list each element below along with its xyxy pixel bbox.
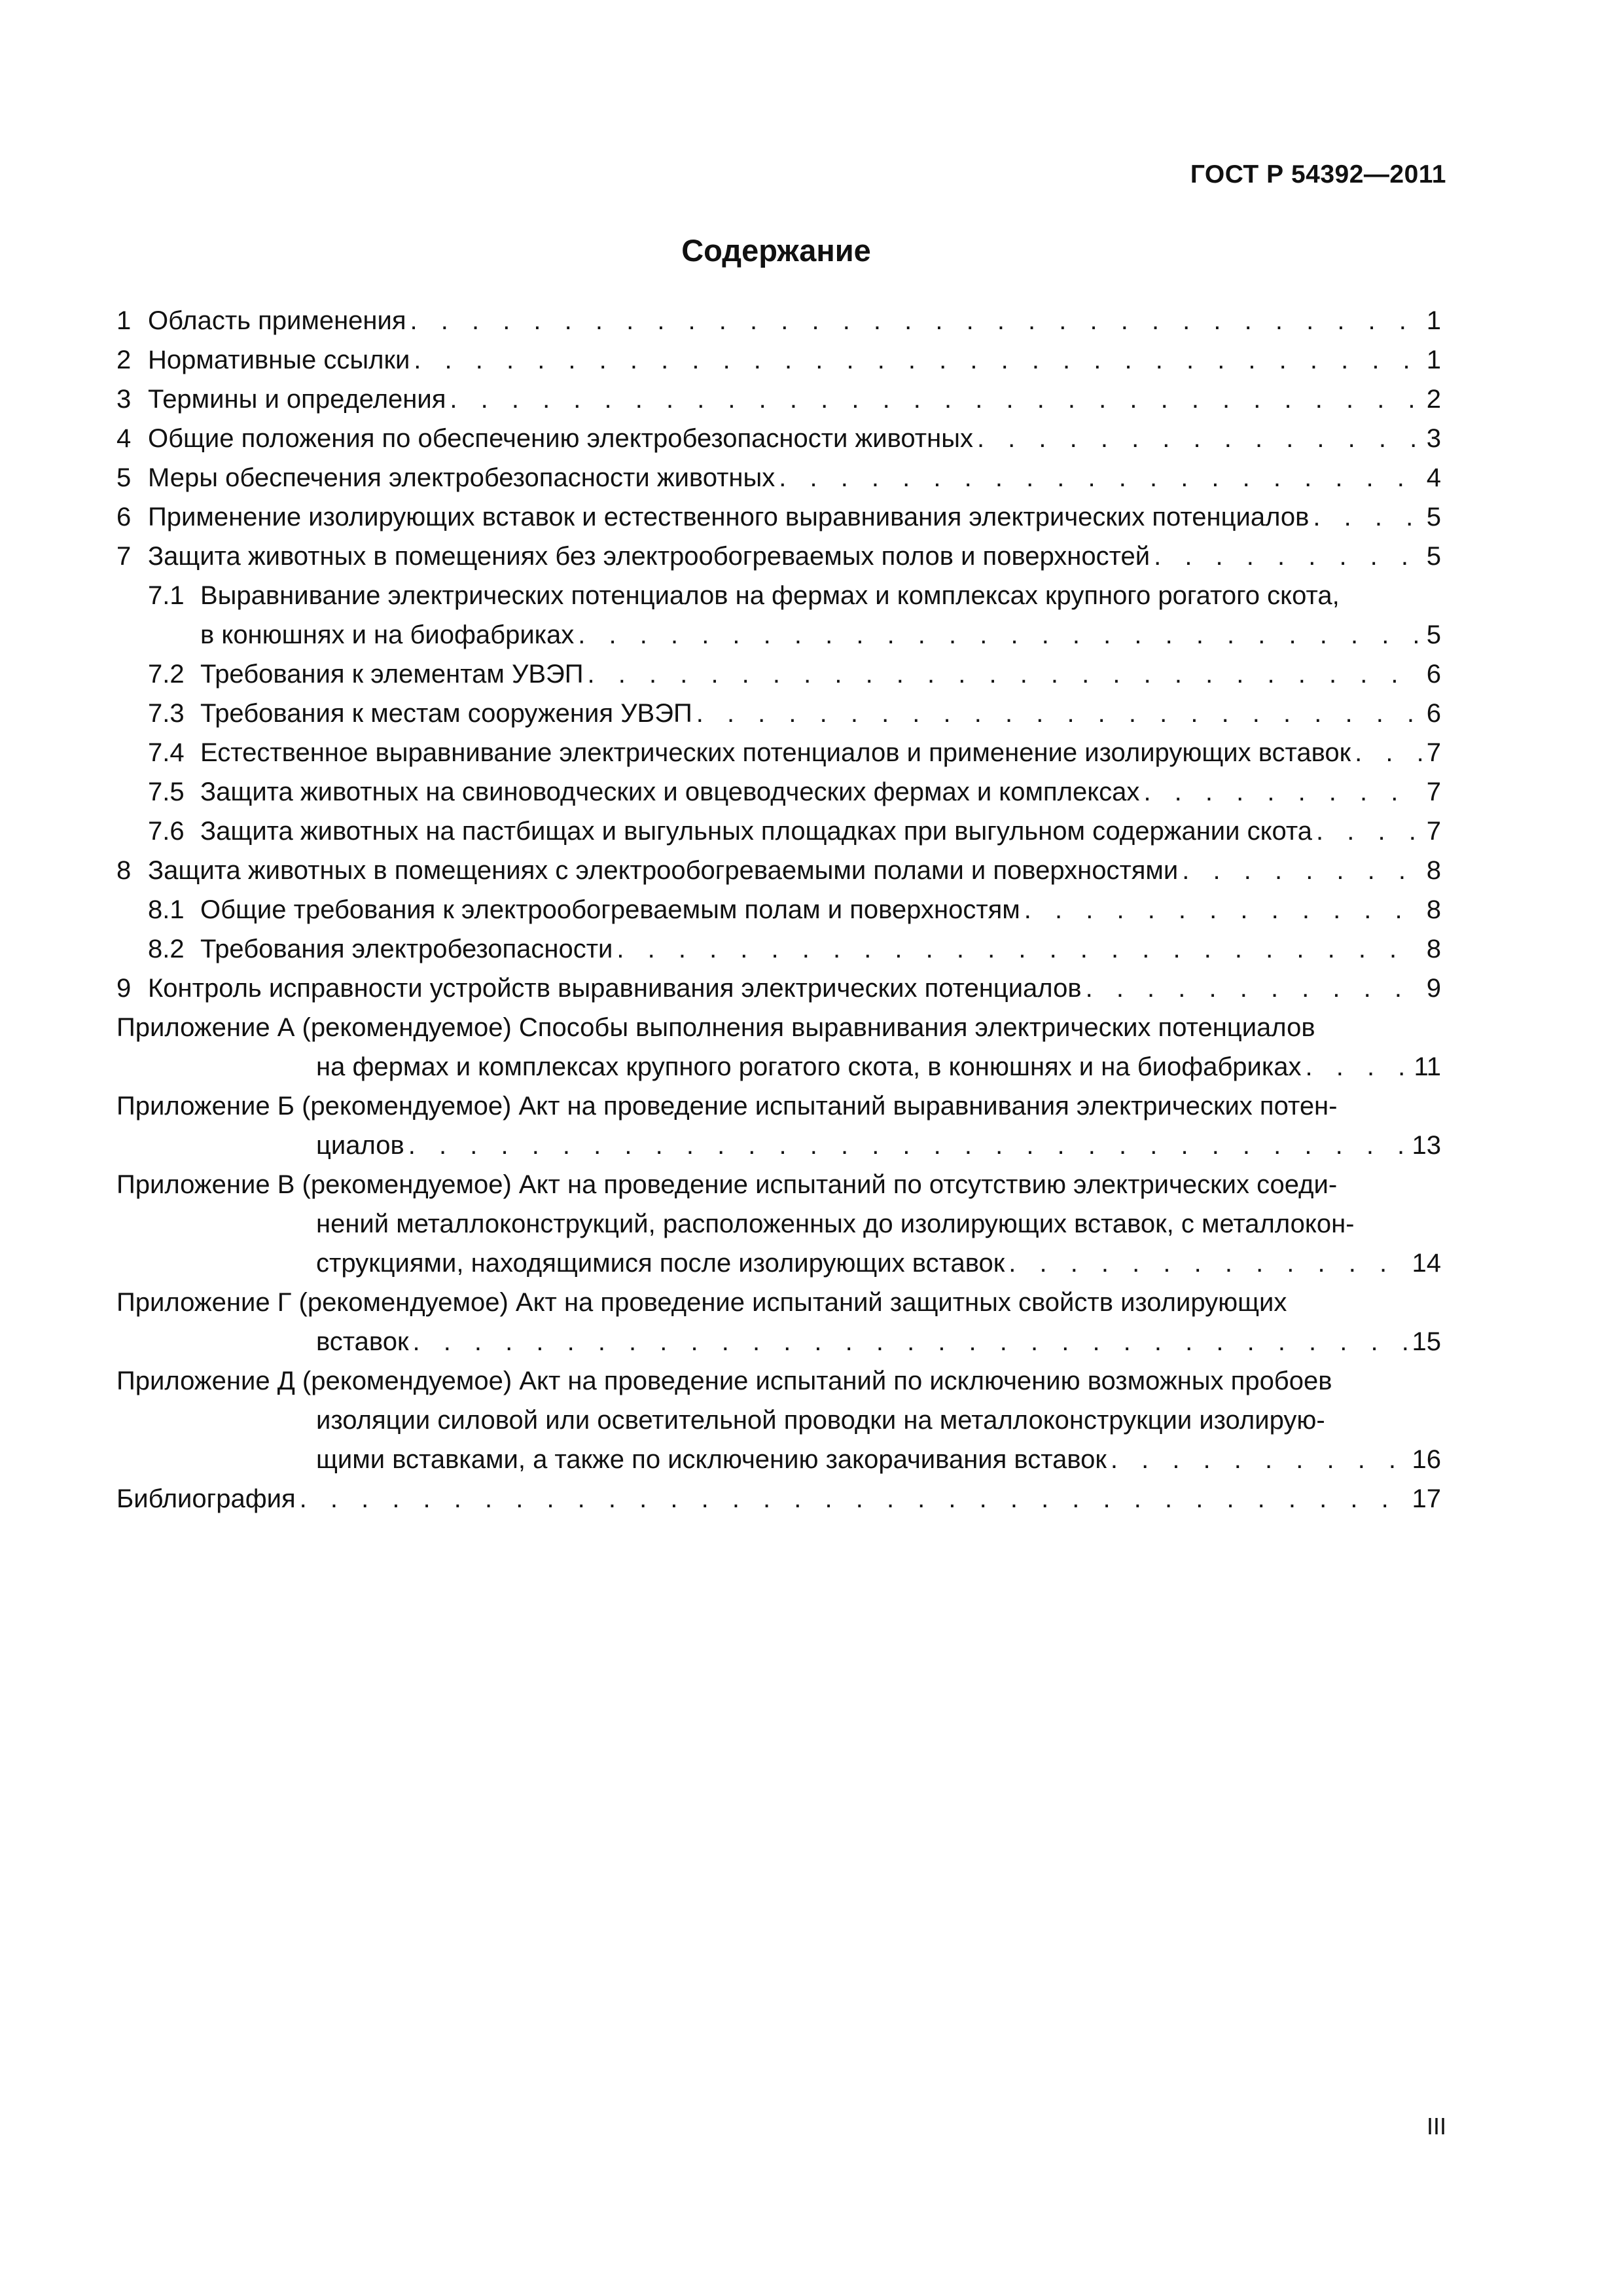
toc-entry-label: Требования к элементам УВЭП	[200, 660, 584, 689]
toc-entry[interactable]	[116, 1479, 1441, 1518]
toc-entry[interactable]	[116, 340, 1441, 380]
toc-entry-label: Меры обеспечения электробезопасности животных	[148, 463, 776, 492]
toc-entry-number: 8.2	[148, 935, 185, 963]
toc-entry-label: Требования электробезопасности	[200, 935, 613, 963]
toc-entry-page: 16	[1412, 1445, 1441, 1474]
toc-entry-continuation	[116, 1322, 1441, 1361]
toc-entry-label: Контроль исправности устройств выравнивания электрических потенциалов	[148, 974, 1082, 1003]
toc-title: Содержание	[681, 233, 871, 268]
toc-entry-label: Область применения	[148, 306, 406, 335]
toc-entry[interactable]	[116, 890, 1441, 929]
toc-entry-label: Естественное выравнивание электрических потенциалов и применение изолирующих вставок	[200, 738, 1351, 767]
toc-entry-page: 7	[1426, 738, 1441, 767]
toc-entry-continuation	[116, 1126, 1441, 1165]
toc-entry[interactable]	[116, 458, 1441, 497]
toc-entry-label: Защита животных на пастбищах и выгульных площадках при выгульном содержании скота	[200, 817, 1313, 846]
leader-dots	[408, 1126, 1408, 1165]
toc-entry-page: 5	[1426, 542, 1441, 571]
toc-entry[interactable]	[116, 301, 1441, 340]
toc-entry-label: Приложение Б (рекомендуемое) Акт на проведение испытаний выравнивания электрических потен-	[116, 1092, 1338, 1121]
page-number: III	[1426, 2113, 1446, 2140]
leader-dots	[410, 301, 1421, 340]
leader-dots	[1355, 733, 1421, 772]
toc-appendix-entry[interactable]	[116, 1008, 1441, 1086]
leader-dots	[1306, 1047, 1410, 1086]
toc-entry-label: Библиография	[116, 1484, 296, 1513]
toc-entry-page: 6	[1426, 660, 1441, 689]
toc-entry[interactable]	[116, 929, 1441, 969]
toc-entry-label: Применение изолирующих вставок и естественного выравнивания электрических потенциалов	[148, 503, 1310, 531]
toc-entry-label-continued: на фермах и комплексах крупного рогатого скота, в конюшнях и на биофабриках	[316, 1052, 1302, 1081]
toc-entry-page: 5	[1426, 620, 1441, 649]
toc-entry-page: 14	[1412, 1249, 1441, 1278]
toc-entry[interactable]	[116, 419, 1441, 458]
toc-entry-page: 8	[1426, 856, 1441, 885]
leader-dots	[977, 419, 1421, 458]
toc-entry-label: Защита животных в помещениях без электрообогреваемых полов и поверхностей	[148, 542, 1150, 571]
toc-appendix-entry[interactable]	[116, 1283, 1441, 1361]
leader-dots	[696, 694, 1421, 733]
toc-entry-page: 15	[1412, 1327, 1441, 1356]
toc-entry-label: Приложение Д (рекомендуемое) Акт на проведение испытаний по исключению возможных пробоев	[116, 1367, 1332, 1395]
toc-entry-page: 17	[1412, 1484, 1441, 1513]
toc-entry-number: 2	[116, 346, 132, 374]
toc-entry-label-continued: струкциями, находящимися после изолирующих вставок	[316, 1249, 1005, 1278]
toc-entry-label: Нормативные ссылки	[148, 346, 410, 374]
toc-entry-continuation	[116, 1204, 1441, 1244]
leader-dots	[1024, 890, 1421, 929]
toc-entry-first-line	[116, 576, 1441, 615]
leader-dots	[578, 615, 1421, 655]
leader-dots	[1313, 497, 1421, 537]
leader-dots	[616, 929, 1421, 969]
leader-dots	[412, 1322, 1408, 1361]
toc-entry-number: 5	[116, 463, 132, 492]
toc-entry-number: 7.4	[148, 738, 185, 767]
toc-entry-page: 8	[1426, 895, 1441, 924]
toc-entry[interactable]	[116, 655, 1441, 694]
toc-entry[interactable]	[116, 537, 1441, 576]
toc-entry-continuation	[116, 1244, 1441, 1283]
toc-entry-page: 5	[1426, 503, 1441, 531]
toc-entry[interactable]	[116, 969, 1441, 1008]
toc-entry-first-line	[116, 1361, 1441, 1401]
toc-entry-first-line	[116, 1008, 1441, 1047]
leader-dots	[450, 380, 1421, 419]
toc-entry-page: 1	[1426, 306, 1441, 335]
document-code: ГОСТ Р 54392—2011	[1190, 160, 1446, 188]
leader-dots	[1154, 537, 1421, 576]
toc-entry-number: 9	[116, 974, 132, 1003]
toc-entry-page: 6	[1426, 699, 1441, 728]
toc-entry-page: 4	[1426, 463, 1441, 492]
toc-entry-label: Общие требования к электрообогреваемым полам и поверхностям	[200, 895, 1020, 924]
leader-dots	[1086, 969, 1421, 1008]
toc-entry-number: 1	[116, 306, 132, 335]
toc-entry-label: Защита животных на свиноводческих и овцеводческих фермах и комплексах	[200, 778, 1140, 806]
toc-appendix-entry[interactable]	[116, 1361, 1441, 1479]
toc-entry-page: 8	[1426, 935, 1441, 963]
toc-entry-continuation	[116, 615, 1441, 655]
leader-dots	[1143, 772, 1421, 812]
toc-entry-number: 7.5	[148, 778, 185, 806]
toc-entry-number: 8	[116, 856, 132, 885]
toc-entry-label: Общие положения по обеспечению электробезопасности животных	[148, 424, 973, 453]
toc-entry-label-continued: щими вставками, а также по исключению закорачивания вставок	[316, 1445, 1107, 1474]
toc-appendix-entry[interactable]	[116, 1086, 1441, 1165]
toc-entry-number: 7	[116, 542, 132, 571]
table-of-contents	[116, 301, 1441, 1518]
toc-entry[interactable]	[116, 694, 1441, 733]
toc-entry[interactable]	[116, 851, 1441, 890]
toc-entry-label-continued: нений металлоконструкций, расположенных до изолирующих вставок, с металлокон-	[316, 1210, 1355, 1238]
toc-entry-number: 7.3	[148, 699, 185, 728]
toc-entry-page: 13	[1412, 1131, 1441, 1160]
leader-dots	[588, 655, 1421, 694]
leader-dots	[300, 1479, 1408, 1518]
toc-entry-label: Приложение Г (рекомендуемое) Акт на проведение испытаний защитных свойств изолирующих	[116, 1288, 1287, 1317]
toc-entry[interactable]	[116, 812, 1441, 851]
toc-entry[interactable]	[116, 772, 1441, 812]
toc-entry[interactable]	[116, 733, 1441, 772]
toc-entry-label: Термины и определения	[148, 385, 446, 414]
toc-entry-continuation	[116, 1440, 1441, 1479]
leader-dots	[779, 458, 1421, 497]
toc-entry-label: Выравнивание электрических потенциалов на фермах и комплексах крупного рогатого скота,	[200, 581, 1340, 610]
toc-entry[interactable]	[116, 380, 1441, 419]
toc-entry-page: 3	[1426, 424, 1441, 453]
toc-entry-continuation	[116, 1401, 1441, 1440]
toc-entry-number: 6	[116, 503, 132, 531]
toc-entry-first-line	[116, 1165, 1441, 1204]
toc-entry-label: Приложение А (рекомендуемое) Способы выполнения выравнивания электрических потенциалов	[116, 1013, 1315, 1042]
toc-entry-label: Защита животных в помещениях с электрообогреваемыми полами и поверхностями	[148, 856, 1179, 885]
toc-entry-first-line	[116, 1086, 1441, 1126]
toc-entry-page: 1	[1426, 346, 1441, 374]
toc-entry-page: 11	[1414, 1052, 1441, 1081]
toc-entry[interactable]	[116, 497, 1441, 537]
toc-entry-page: 7	[1426, 778, 1441, 806]
toc-entry-label-continued: циалов	[316, 1131, 404, 1160]
toc-entry-label-continued: в конюшнях и на биофабриках	[200, 620, 575, 649]
leader-dots	[1008, 1244, 1408, 1283]
toc-entry-label-continued: изоляции силовой или осветительной проводки на металлоконструкции изолирую-	[316, 1406, 1325, 1435]
toc-entry-label-continued: вставок	[316, 1327, 409, 1356]
toc-entry-page: 2	[1426, 385, 1441, 414]
toc-entry-number: 7.2	[148, 660, 185, 689]
leader-dots	[1111, 1440, 1408, 1479]
leader-dots	[414, 340, 1421, 380]
toc-entry-continuation	[116, 1047, 1441, 1086]
toc-entry-number: 3	[116, 385, 132, 414]
toc-entry[interactable]	[116, 576, 1441, 655]
toc-entry-first-line	[116, 1283, 1441, 1322]
leader-dots	[1182, 851, 1421, 890]
toc-appendix-entry[interactable]	[116, 1165, 1441, 1283]
toc-entry-number: 7.1	[148, 581, 185, 610]
toc-entry-label: Приложение В (рекомендуемое) Акт на проведение испытаний по отсутствию электрических соеди-	[116, 1170, 1338, 1199]
toc-entry-number: 8.1	[148, 895, 185, 924]
leader-dots	[1316, 812, 1421, 851]
toc-entry-number: 4	[116, 424, 132, 453]
toc-entry-label: Требования к местам сооружения УВЭП	[200, 699, 692, 728]
toc-entry-page: 9	[1426, 974, 1441, 1003]
toc-entry-number: 7.6	[148, 817, 185, 846]
toc-entry-page: 7	[1426, 817, 1441, 846]
